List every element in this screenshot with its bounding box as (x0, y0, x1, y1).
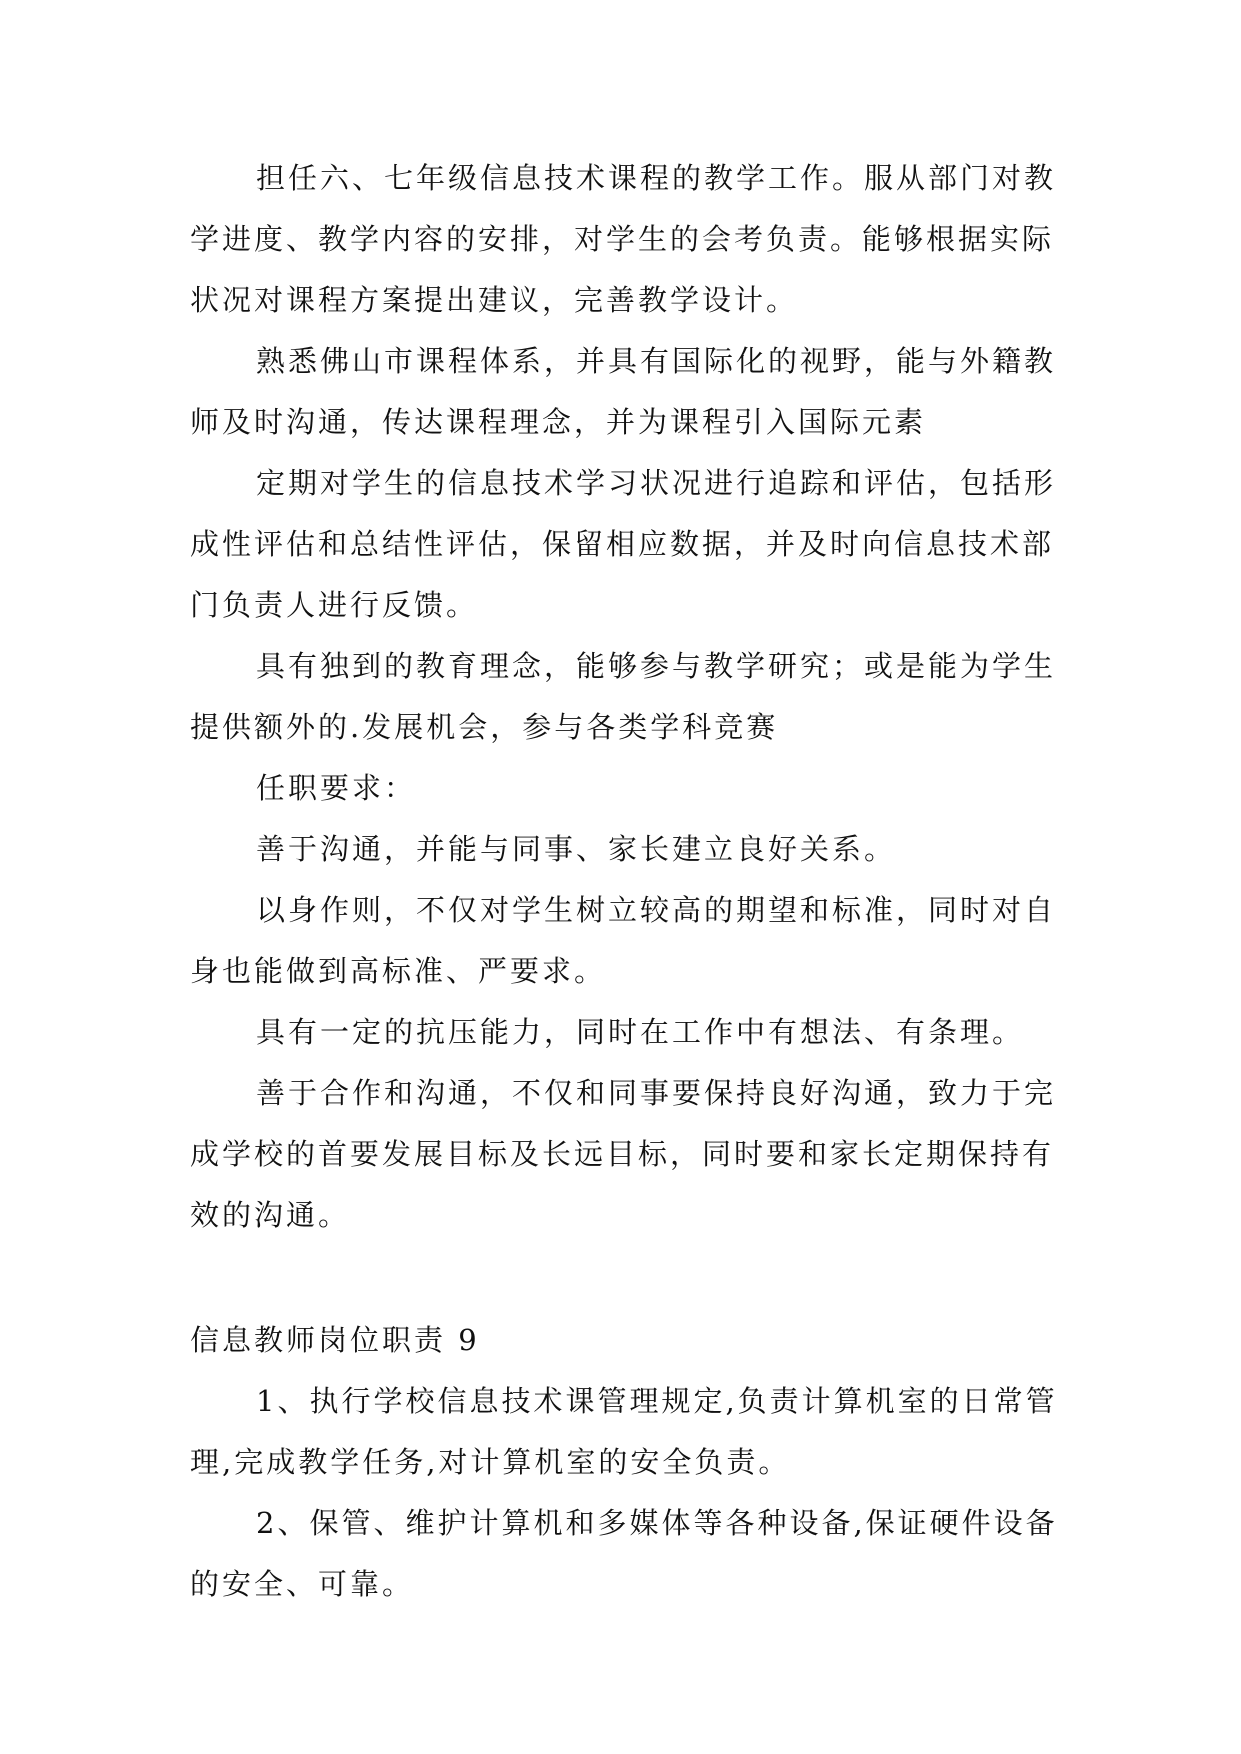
section-heading: 信息教师岗位职责 9 (190, 1323, 480, 1357)
paragraph-duty-2: 2、保管、维护计算机和多媒体等各种设备,保证硬件设备的安全、可靠。 (190, 1506, 1058, 1601)
paragraph-lead-by-example: 以身作则，不仅对学生树立较高的期望和标准，同时对自身也能做到高标准、严要求。 (190, 893, 1057, 988)
paragraph-teaching-duties: 担任六、七年级信息技术课程的教学工作。服从部门对教学进度、教学内容的安排，对学生的会考负责。能够根据实际状况对课程方案提出建议，完善教学设计。 (190, 161, 1057, 317)
paragraph-requirements-label: 任职要求： (256, 771, 417, 805)
paragraph-curriculum-system: 熟悉佛山市课程体系，并具有国际化的视野，能与外籍教师及时沟通，传达课程理念，并为课程引入国际元素 (190, 344, 1057, 439)
paragraph-cooperation: 善于合作和沟通，不仅和同事要保持良好沟通，致力于完成学校的首要发展目标及长远目标，同时要和家长定期保持有效的沟通。 (190, 1076, 1057, 1232)
paragraph-education-philosophy: 具有独到的教育理念，能够参与教学研究；或是能为学生提供额外的.发展机会，参与各类学科竞赛 (190, 649, 1057, 744)
paragraph-communication: 善于沟通，并能与同事、家长建立良好关系。 (256, 832, 897, 866)
document-body (190, 148, 1070, 1615)
paragraph-assessment: 定期对学生的信息技术学习状况进行追踪和评估，包括形成性评估和总结性评估，保留相应数据，并及时向信息技术部门负责人进行反馈。 (190, 466, 1057, 622)
paragraph-stress-resistance: 具有一定的抗压能力，同时在工作中有想法、有条理。 (256, 1015, 1025, 1049)
paragraph-duty-1: 1、执行学校信息技术课管理规定,负责计算机室的日常管理,完成教学任务,对计算机室的安全负责。 (190, 1384, 1058, 1479)
